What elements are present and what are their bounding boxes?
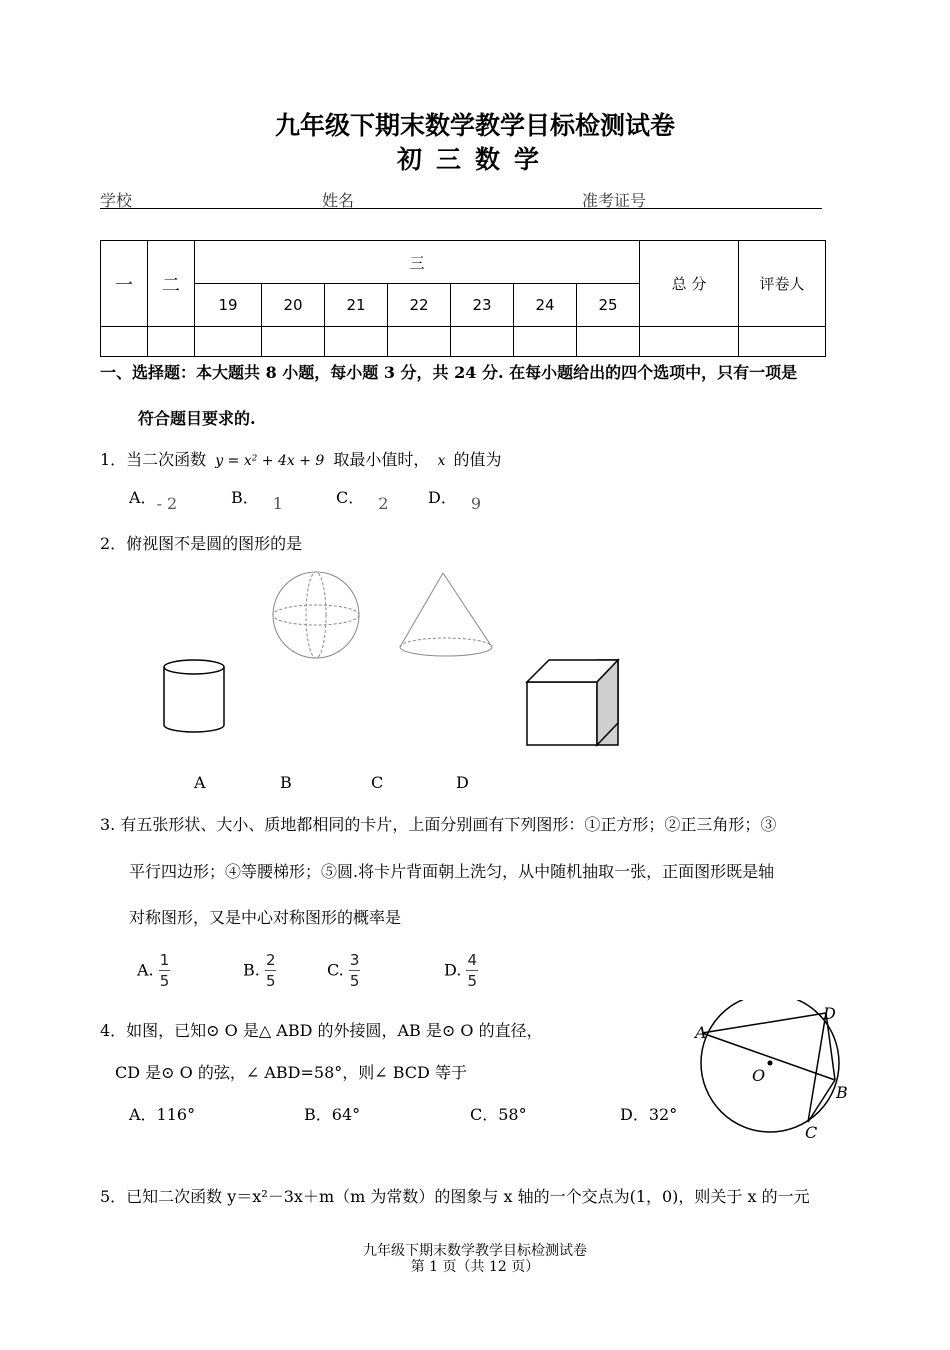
score-cell[interactable]: [262, 327, 325, 357]
q1-var: x: [437, 453, 446, 469]
score-sub-20: 20: [262, 284, 325, 327]
score-sub-25: 25: [577, 284, 640, 327]
numerator: 2: [265, 951, 276, 969]
name-label: 姓名: [322, 191, 355, 210]
q1-option-d[interactable]: [428, 488, 482, 513]
q4-option-a[interactable]: A．116°: [129, 1105, 196, 1124]
fraction: [159, 950, 171, 991]
option-value: 9: [470, 494, 482, 513]
point-b-label: B: [836, 1083, 848, 1102]
numerator: 4: [467, 951, 477, 969]
q1-stem-end: 的值为: [453, 450, 502, 469]
score-cell[interactable]: [451, 327, 514, 357]
score-cell[interactable]: [325, 327, 388, 357]
score-col-3: 三: [195, 241, 640, 284]
score-table: [100, 240, 826, 357]
exam-subtitle: 初三数学: [396, 145, 553, 174]
score-cell[interactable]: [514, 327, 577, 357]
denominator: 5: [349, 972, 360, 990]
numerator: 1: [159, 951, 170, 969]
score-cell[interactable]: [640, 327, 739, 357]
option-value: 2: [378, 494, 389, 513]
exam-id-label: 准考证号: [582, 191, 647, 210]
option-label: C．: [336, 488, 365, 507]
score-sub-24: 24: [514, 284, 577, 327]
fraction: [349, 950, 361, 991]
q1-stem-post: 取最小值时，: [333, 450, 430, 469]
score-cell[interactable]: [388, 327, 451, 357]
q3-line-3: 对称图形，又是中心对称图形的概率是: [129, 908, 402, 927]
student-info-line: [100, 188, 822, 209]
score-col-2: 二: [148, 241, 195, 327]
denominator: 5: [265, 972, 276, 990]
q4-line-2: CD 是⊙ O 的弦，∠ ABD=58°，则∠ BCD 等于: [115, 1063, 467, 1082]
q1-option-b[interactable]: [231, 488, 283, 513]
q1-option-a[interactable]: [129, 488, 178, 513]
fraction: [466, 950, 478, 991]
option-label: D.: [444, 960, 462, 980]
denominator: 5: [159, 972, 170, 990]
score-cell[interactable]: [195, 327, 262, 357]
option-value: 1: [272, 494, 283, 513]
q1-stem-pre: 1．当二次函数: [100, 450, 207, 469]
sphere-figure[interactable]: [273, 572, 359, 658]
section-heading: 一、选择题：本大题共 8 小题，每小题 3 分，共 24 分. 在每小题给出的四个选项中，只有一项是: [100, 363, 798, 382]
q3-option-d[interactable]: [444, 950, 478, 991]
question-2: 2．俯视图不是圆的图形的是: [100, 534, 303, 553]
q3-line-1: 3. 有五张形状、大小、质地都相同的卡片，上面分别画有下列图形：①正方形；②正三角形；③: [100, 815, 777, 834]
option-label: B．: [231, 488, 259, 507]
denominator: 5: [467, 972, 477, 990]
score-cell[interactable]: [101, 327, 148, 357]
point-o-label: O: [752, 1066, 766, 1085]
score-cell[interactable]: [148, 327, 195, 357]
fraction: [265, 950, 277, 991]
score-total: 总 分: [640, 241, 739, 327]
q5-line-1: 5．已知二次函数 y＝x²－3x＋m（m 为常数）的图象与 x 轴的一个交点为(1，0)，则关于 x 的一元: [100, 1187, 810, 1206]
q4-option-d[interactable]: D．32°: [620, 1105, 678, 1124]
q3-option-c[interactable]: [327, 950, 360, 991]
footer-title: 九年级下期末数学教学目标检测试卷: [363, 1243, 587, 1259]
q4-line-1: 4．如图，已知⊙ O 是△ ABD 的外接圆，AB 是⊙ O 的直径，: [100, 1021, 543, 1040]
score-sub-23: 23: [451, 284, 514, 327]
score-sub-22: 22: [388, 284, 451, 327]
score-grader: 评卷人: [739, 241, 826, 327]
q2-option-d[interactable]: D: [456, 773, 469, 792]
score-cell[interactable]: [739, 327, 826, 357]
option-label: C.: [327, 960, 344, 980]
q3-option-b[interactable]: [243, 950, 276, 991]
exam-title: 九年级下期末数学教学目标检测试卷: [274, 111, 675, 140]
q2-option-a[interactable]: A: [194, 773, 206, 792]
score-cell[interactable]: [577, 327, 640, 357]
q4-option-c[interactable]: C．58°: [470, 1105, 527, 1124]
point-a-label: A: [695, 1023, 707, 1042]
q3-line-2: 平行四边形；④等腰梯形；⑤圆.将卡片背面朝上洗匀，从中随机抽取一张，正面图形既是轴: [129, 862, 775, 881]
q2-option-c[interactable]: C: [371, 773, 384, 792]
q3-option-a[interactable]: [137, 950, 170, 991]
point-c-label: C: [805, 1123, 818, 1142]
numerator: 3: [349, 951, 360, 969]
cube-figure[interactable]: [527, 660, 618, 745]
page-number: 第 1 页（共 12 页）: [410, 1259, 540, 1275]
school-label: 学校: [100, 191, 133, 210]
score-col-1: 一: [101, 241, 148, 327]
option-label: A．: [129, 488, 157, 507]
q4-option-b[interactable]: B．64°: [304, 1105, 361, 1124]
option-label: B.: [243, 960, 260, 980]
option-label: A.: [137, 960, 154, 980]
score-sub-21: 21: [325, 284, 388, 327]
option-value: - 2: [156, 494, 178, 513]
cylinder-figure[interactable]: [164, 660, 224, 732]
option-label: D．: [428, 488, 457, 507]
score-sub-19: 19: [195, 284, 262, 327]
q2-figures: [150, 565, 650, 765]
cone-figure[interactable]: [400, 573, 492, 656]
q1-option-c[interactable]: [336, 488, 389, 513]
question-1: [100, 450, 502, 471]
q1-formula: y = x² + 4x + 9: [215, 453, 325, 469]
q2-option-b[interactable]: B: [280, 773, 292, 792]
point-d-label: D: [823, 1004, 836, 1023]
q4-circle-figure: [690, 1000, 860, 1145]
section-heading-cont: 符合题目要求的.: [138, 409, 256, 428]
